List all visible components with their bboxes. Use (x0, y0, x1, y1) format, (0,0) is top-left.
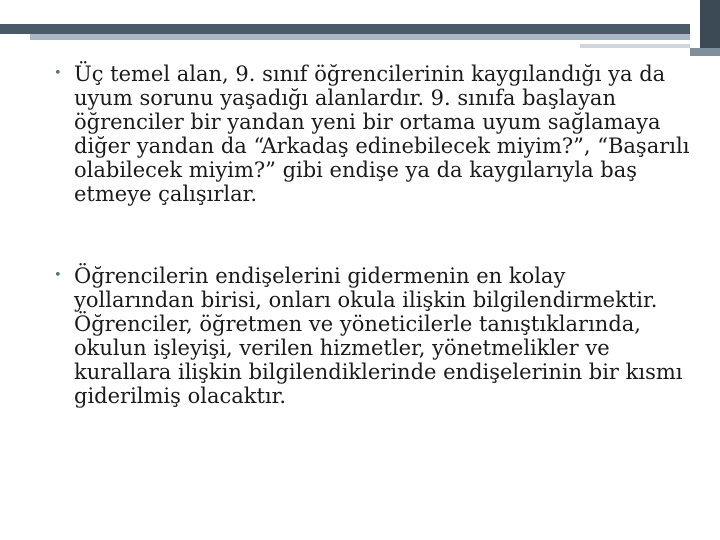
bullet-list (50, 62, 690, 408)
bullet-text: Üç temel alan, 9. sınıf öğrencilerinin kaygılandığı ya da uyum sorunu yaşadığı alanlardır. 9. sınıfa başlayan öğrenciler bir yandan yeni bir ortama uyum sağlamaya diğer yandan da “Arkadaş edinebilecek miyim?”, “Başarılı olabilecek miyim?” gibi endişe ya da kaygılarıyla baş etmeye çalışırlar. (74, 62, 690, 206)
bullet-item (50, 264, 690, 408)
header-bar-light (30, 34, 690, 40)
bullet-item (50, 62, 690, 206)
bullet-text: Öğrencilerin endişelerini gidermenin en kolay yollarından birisi, onları okula ilişkin bilgilendirmektir. Öğrenciler, öğretmen ve yöneticilerle tanıştıklarında, okulun işleyişi, verilen hizmetler, yönetmelikler ve kurallara ilişkin bilgilendiklerinde endişelerinin bir kısmı giderilmiş olacaktır. (74, 264, 683, 408)
header-bar-dark (0, 24, 690, 34)
bullet-icon: • (54, 268, 62, 283)
header-bar-accent (580, 44, 690, 48)
corner-line (690, 48, 720, 56)
bullet-icon: • (54, 66, 62, 81)
